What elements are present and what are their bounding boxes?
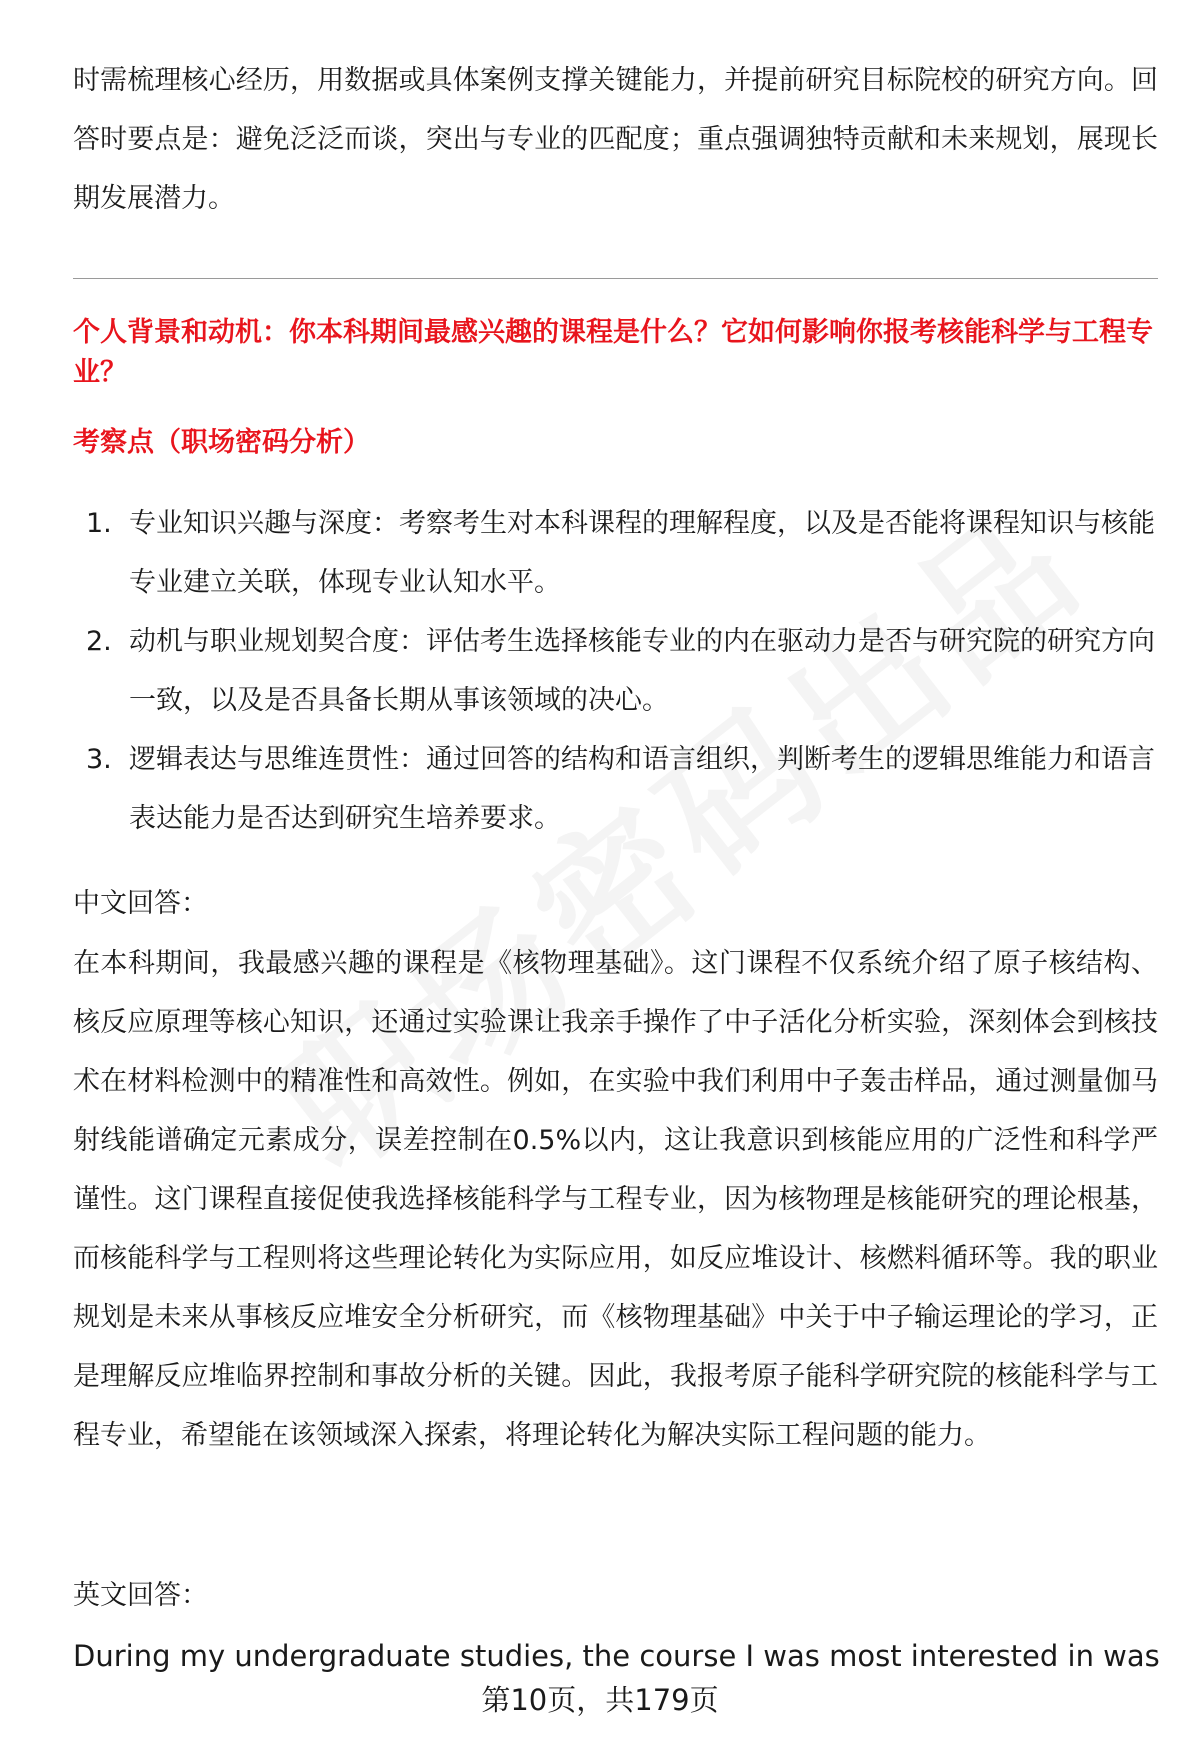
list-item — [73, 730, 1158, 848]
chinese-answer-text: 在本科期间，我最感兴趣的课程是《核物理基础》。这门课程不仅系统介绍了原子核结构、核反应原理等核心知识，还通过实验课让我亲手操作了中子活化分析实验，深刻体会到核技术在材料检测中的精准性和高效性。例如，在实验中我们利用中子轰击样品，通过测量伽马射线能谱确定元素成分，误差控制在0.5%以内，这让我意识到核能应用的广泛性和科学严谨性。这门课程直接促使我选择核能科学与工程专业，因为核物理是核能研究的理论根基，而核能科学与工程则将这些理论转化为实际应用，如反应堆设计、核燃料循环等。我的职业规划是未来从事核反应堆安全分析研究，而《核物理基础》中关于中子输运理论的学习，正是理解反应堆临界控制和事故分析的关键。因此，我报考原子能科学研究院的核能科学与工程专业，希望能在该领域深入探索，将理论转化为解决实际工程问题的能力。 — [73, 948, 1158, 1451]
list-item-text: 动机与职业规划契合度：评估考生选择核能专业的内在驱动力是否与研究院的研究方向一致，以及是否具备长期从事该领域的决心。 — [129, 626, 1155, 716]
intro-paragraph: 时需梳理核心经历，用数据或具体案例支撑关键能力，并提前研究目标院校的研究方向。回答时要点是：避免泛泛而谈，突出与专业的匹配度；重点强调独特贡献和未来规划，展现长期发展潜力。 — [73, 65, 1158, 214]
english-answer-label: 英文回答： — [73, 1580, 208, 1611]
list-item-number: 1. — [86, 508, 112, 539]
list-item-number: 3. — [86, 744, 112, 775]
page-number-footer: 第10页，共179页 — [481, 1683, 719, 1717]
question-title: 个人背景和动机：你本科期间最感兴趣的课程是什么？它如何影响你报考核能科学与工程专业？ — [73, 317, 1153, 388]
assessment-points-heading: 考察点（职场密码分析） — [73, 427, 370, 458]
list-item — [73, 494, 1158, 612]
list-item-text: 逻辑表达与思维连贯性：通过回答的结构和语言组织，判断考生的逻辑思维能力和语言表达能力是否达到研究生培养要求。 — [129, 744, 1155, 834]
list-item-text: 专业知识兴趣与深度：考察考生对本科课程的理解程度，以及是否能将课程知识与核能专业建立关联，体现专业认知水平。 — [129, 508, 1155, 598]
english-answer-text: During my undergraduate studies, the course I was most interested in was — [73, 1639, 1160, 1673]
assessment-points-list — [73, 494, 1158, 848]
list-item-number: 2. — [86, 626, 112, 657]
chinese-answer-label: 中文回答： — [73, 888, 208, 919]
section-divider — [73, 278, 1158, 279]
list-item — [73, 612, 1158, 730]
